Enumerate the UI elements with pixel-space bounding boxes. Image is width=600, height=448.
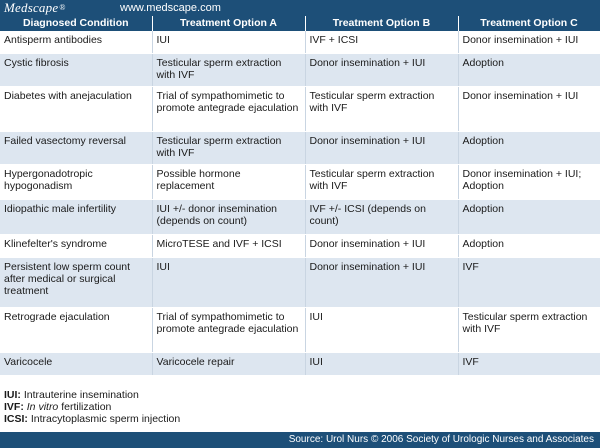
cell-condition: Varicocele (0, 352, 152, 375)
cell-option-a: MicroTESE and IVF + ICSI (152, 234, 305, 257)
cell-option-b: Testicular sperm extraction with IVF (305, 86, 458, 131)
abbreviation-footnotes (4, 389, 180, 425)
column-header-option-b: Treatment Option B (305, 16, 458, 31)
cell-option-c: Donor insemination + IUI (458, 31, 600, 53)
cell-option-c: Donor insemination + IUI; Adoption (458, 164, 600, 199)
cell-option-a: IUI (152, 31, 305, 53)
cell-option-c: Adoption (458, 234, 600, 257)
table-row (0, 131, 600, 164)
cell-option-a: Trial of sympathomimetic to promote antegrade ejaculation (152, 307, 305, 352)
table-row (0, 164, 600, 199)
cell-option-b: IVF + ICSI (305, 31, 458, 53)
cell-option-b: Donor insemination + IUI (305, 257, 458, 307)
cell-condition: Klinefelter's syndrome (0, 234, 152, 257)
cell-option-c: Adoption (458, 131, 600, 164)
cell-option-c: Testicular sperm extraction with IVF (458, 307, 600, 352)
cell-option-a: Varicocele repair (152, 352, 305, 375)
cell-condition: Antisperm antibodies (0, 31, 152, 53)
cell-condition: Diabetes with anejaculation (0, 86, 152, 131)
cell-option-b: Donor insemination + IUI (305, 53, 458, 86)
cell-option-a: Trial of sympathomimetic to promote antegrade ejaculation (152, 86, 305, 131)
cell-option-a: Possible hormone replacement (152, 164, 305, 199)
footnote-ivf: IVF: In vitro fertilization (4, 401, 112, 413)
cell-condition: Failed vasectomy reversal (0, 131, 152, 164)
cell-option-b: IVF +/- ICSI (depends on count) (305, 199, 458, 234)
cell-option-b: Testicular sperm extraction with IVF (305, 164, 458, 199)
treatment-table (0, 16, 600, 376)
table-row (0, 352, 600, 375)
table-row (0, 31, 600, 53)
column-header-option-c: Treatment Option C (458, 16, 600, 31)
cell-option-a: IUI +/- donor insemination (depends on count) (152, 199, 305, 234)
cell-condition: Idiopathic male infertility (0, 199, 152, 234)
table-row (0, 53, 600, 86)
table-row (0, 257, 600, 307)
cell-option-b: Donor insemination + IUI (305, 131, 458, 164)
cell-condition: Retrograde ejaculation (0, 307, 152, 352)
footer-banner (0, 432, 600, 448)
column-header-condition: Diagnosed Condition (0, 16, 152, 31)
cell-option-c: IVF (458, 352, 600, 375)
table-header-row (0, 16, 600, 31)
table-row (0, 234, 600, 257)
table-row (0, 86, 600, 131)
cell-option-a: Testicular sperm extraction with IVF (152, 53, 305, 86)
cell-condition: Cystic fibrosis (0, 53, 152, 86)
cell-option-c: IVF (458, 257, 600, 307)
cell-option-b: Donor insemination + IUI (305, 234, 458, 257)
source-citation: Source: Urol Nurs © 2006 Society of Urologic Nurses and Associates (288, 434, 594, 445)
cell-option-c: Donor insemination + IUI (458, 86, 600, 131)
table-row (0, 199, 600, 234)
site-url-link[interactable]: www.medscape.com (120, 2, 221, 14)
cell-condition: Persistent low sperm count after medical or surgical treatment (0, 257, 152, 307)
table-row (0, 307, 600, 352)
medscape-logo[interactable]: Medscape® (4, 0, 66, 15)
cell-option-c: Adoption (458, 199, 600, 234)
cell-option-a: IUI (152, 257, 305, 307)
header-banner (0, 0, 600, 16)
cell-option-c: Adoption (458, 53, 600, 86)
footnote-iui: IUI: Intrauterine insemination (4, 389, 139, 401)
footnote-icsi: ICSI: Intracytoplasmic sperm injection (4, 413, 181, 425)
cell-condition: Hypergonadotropic hypogonadism (0, 164, 152, 199)
cell-option-a: Testicular sperm extraction with IVF (152, 131, 305, 164)
column-header-option-a: Treatment Option A (152, 16, 305, 31)
cell-option-b: IUI (305, 352, 458, 375)
cell-option-b: IUI (305, 307, 458, 352)
